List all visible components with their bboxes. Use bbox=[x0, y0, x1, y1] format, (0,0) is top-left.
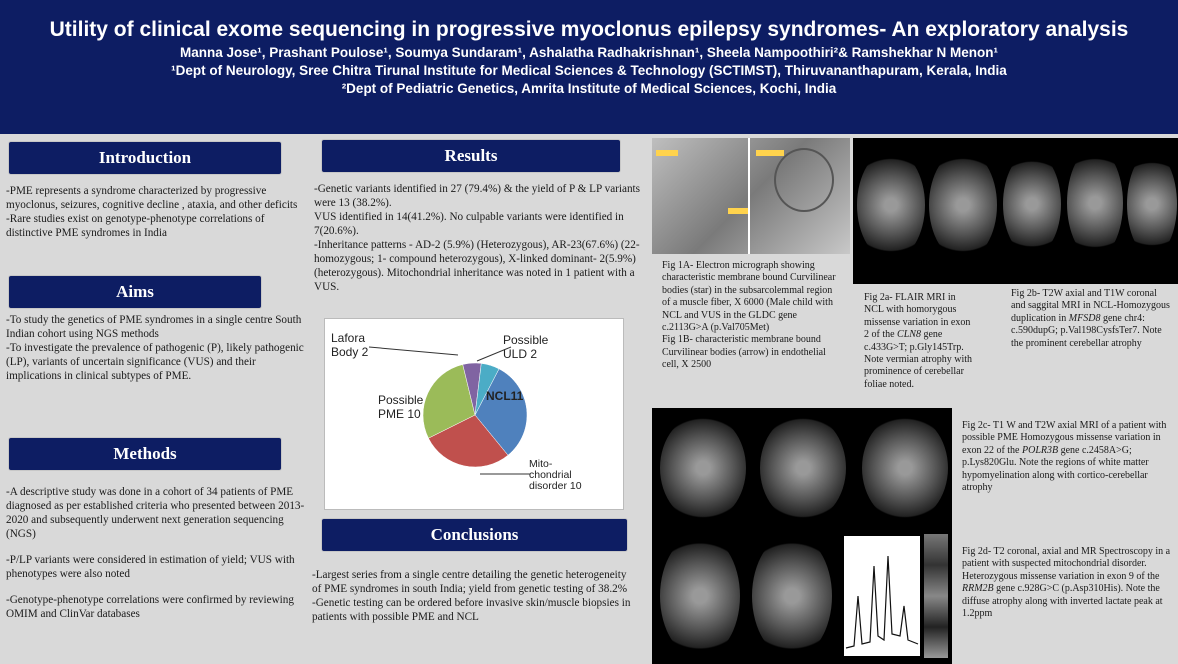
aims-point-1: -To study the genetics of PME syndromes in a single centre South Indian cohort using NGS methods bbox=[6, 314, 302, 340]
conclusions-point-1: -Largest series from a single centre detailing the genetic heterogeneity of PME syndromes in south India; yield from genetic testing of 38.2% bbox=[312, 569, 628, 595]
methods-point-1: -A descriptive study was done in a cohort of 34 patients of PME diagnosed as per established criteria who presented between 2013-2020 and subsequently underwent next generation sequencing (NGS) bbox=[6, 486, 305, 540]
spectroscopy-plot bbox=[844, 536, 920, 656]
label-mitochondrial: Mito- chondrial disorder 10 bbox=[529, 458, 582, 492]
methods-heading: Methods bbox=[8, 437, 282, 471]
conclusions-point-2: -Genetic testing can be ordered before invasive skin/muscle biopsies in patients with possible PME and NCL bbox=[312, 597, 631, 623]
conclusions-heading: Conclusions bbox=[321, 518, 628, 552]
authors: Manna Jose¹, Prashant Poulose¹, Soumya Sundaram¹, Ashalatha Radhakrishnan¹, Sheela Nampoothiri²& Ramshekhar N Menon¹ bbox=[180, 45, 998, 60]
electron-micrograph-image bbox=[652, 138, 850, 254]
poster-header bbox=[0, 0, 1178, 134]
label-possible-pme: Possible PME 10 bbox=[378, 393, 424, 421]
methods-point-3: -Genotype-phenotype correlations were confirmed by reviewing OMIM and ClinVar databases bbox=[6, 594, 294, 620]
fig2c-caption: Fig 2c- T1 W and T2W axial MRI of a patient with possible PME Homozygous missense variation in exon 22 of the POLR3B gene c.2458A>G; p.Lys820Glu. Note the regions of white matter hypomyelination along with cortico-cerebellar atrophy bbox=[962, 420, 1167, 494]
results-point-2: VUS identified in 14(41.2%). No culpable variants were identified in 7(20.6%). bbox=[314, 211, 624, 237]
leader-line bbox=[369, 347, 458, 355]
introduction-point-1: -PME represents a syndrome characterized by progressive myoclonus, seizures, cognitive decline , ataxia, and other deficits bbox=[6, 185, 298, 211]
affiliation-2: ²Dept of Pediatric Genetics, Amrita Institute of Medical Sciences, Kochi, India bbox=[341, 81, 837, 96]
fig1-caption: Fig 1A- Electron micrograph showing characteristic membrane bound Curvilinear bodies (star) in the subsarcolemmal region of a muscle fiber, X 6000 (Male child with NCL and VUS in the GLDC gene c.2113G>A (p.Val705Met) Fig 1B- characteristic membrane bound Curvilinear bodies (arrow) in endothelial cell, X 2500 bbox=[662, 260, 836, 371]
aims-point-2: -To investigate the prevalence of pathogenic (P), likely pathogenic (LP), variants of uncertain significance (VUS) and their implications in clinical subtypes of PME. bbox=[6, 342, 304, 382]
aims-text bbox=[6, 313, 304, 383]
results-point-1: -Genetic variants identified in 27 (79.4%) & the yield of P & LP variants were 13 (38.2%). bbox=[314, 183, 641, 209]
conclusions-text bbox=[312, 568, 637, 624]
mri-flair-image bbox=[853, 138, 1001, 284]
fig2a-caption: Fig 2a- FLAIR MRI in NCL with homorygous missense variation in exon 2 of the CLN8 gene c.433G>T; p.Gly145Trp. Note vermian atrophy with prominence of cerebellar foliae noted. bbox=[864, 292, 973, 390]
label-ncl: NCL11 bbox=[486, 389, 524, 403]
introduction-text bbox=[6, 184, 304, 240]
methods-point-2: -P/LP variants were considered in estimation of yield; VUS with phenotypes were also noted bbox=[6, 554, 295, 580]
affiliation-1: ¹Dept of Neurology, Sree Chitra Tirunal Institute for Medical Sciences & Technology (SCTIMST), Thiruvananthapuram, Kerala, India bbox=[171, 63, 1007, 78]
mri-t2-spectroscopy-image bbox=[652, 528, 952, 664]
mri-t2w-t1w-image bbox=[1001, 138, 1178, 284]
fig2b-caption: Fig 2b- T2W axial and T1W coronal and saggital MRI in NCL-Homozygous duplication in MFSD8 gene chr4: c.590dupG; p.Val198CysfsTer7. Note the prominent cerebellar atrophy bbox=[1011, 288, 1170, 349]
results-point-3: -Inheritance patterns - AD-2 (5.9%) (Heterozygous), AR-23(67.6%) (22- homozygous; 1- compound heterozygous), X-linked dominant- 2(5.9%) (heterozygous). Mitochondrial inheritance was noted in 1 patient with a VUS. bbox=[314, 239, 640, 293]
aims-heading: Aims bbox=[8, 275, 262, 309]
fig2d-caption: Fig 2d- T2 coronal, axial and MR Spectroscopy in a patient with suspected mitochondrial disorder. Heterozygous missense variation in exon 9 of the RRM2B gene c.928G>C (p.Asp310His). Note the diffuse atrophy along with inverted lactate peak at 1.2ppm bbox=[962, 546, 1171, 620]
label-lafora: Lafora Body 2 bbox=[331, 331, 369, 359]
results-heading: Results bbox=[321, 139, 621, 173]
introduction-heading: Introduction bbox=[8, 141, 282, 175]
results-text bbox=[314, 182, 644, 294]
label-uld: Possible ULD 2 bbox=[503, 333, 549, 361]
poster-title: Utility of clinical exome sequencing in progressive myoclonus epilepsy syndromes- An exploratory analysis bbox=[49, 18, 1129, 41]
mri-t1w-t2w-axial-image bbox=[652, 408, 952, 528]
methods-text bbox=[6, 485, 312, 621]
introduction-point-2: -Rare studies exist on genotype-phenotype correlations of distinctive PME syndromes in India bbox=[6, 213, 265, 239]
pme-subtype-pie-chart bbox=[324, 318, 624, 510]
